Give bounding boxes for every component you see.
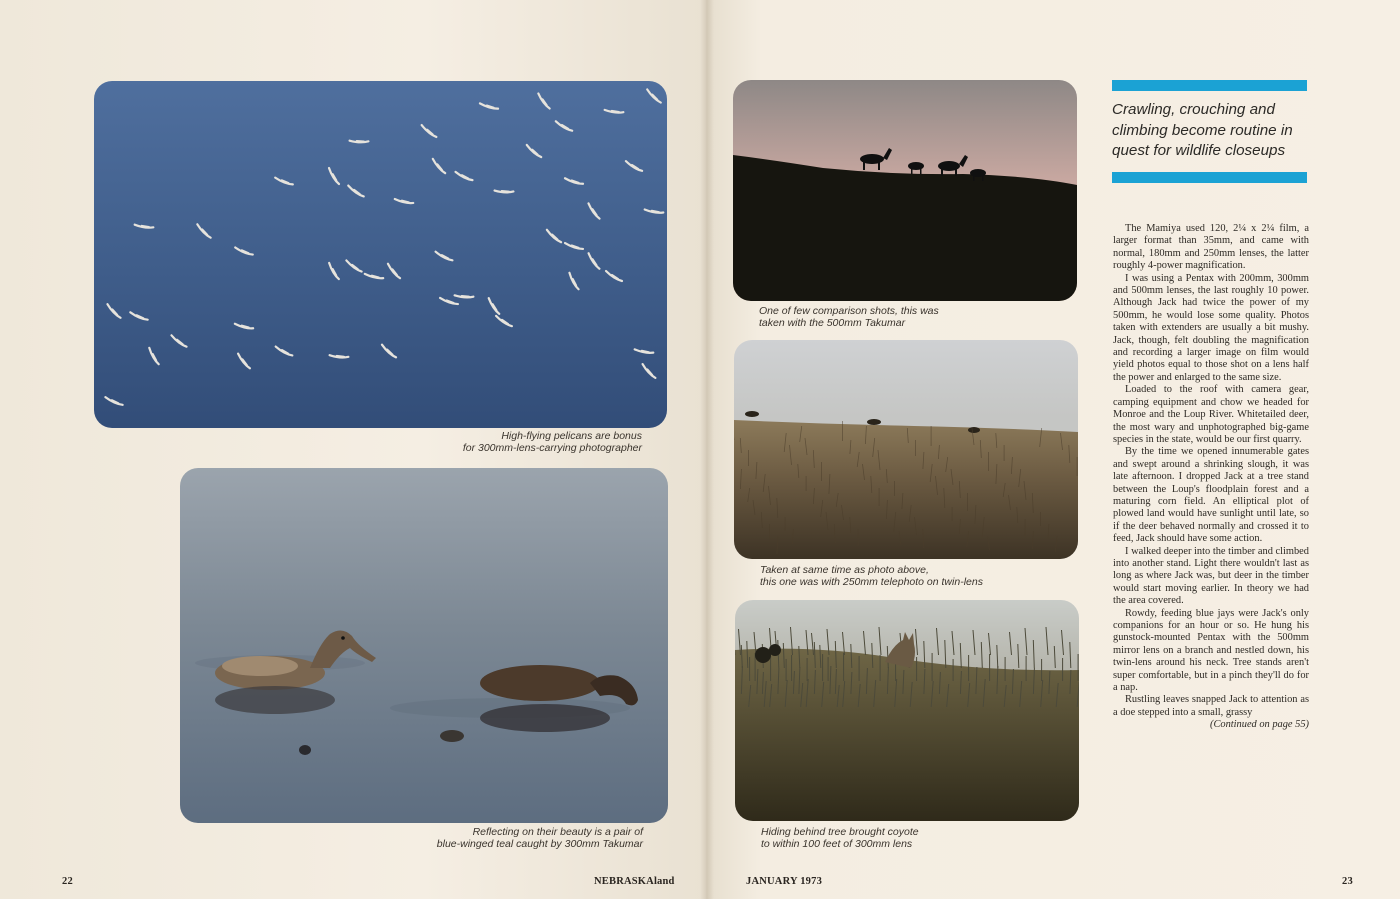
photo-deer-sunset — [733, 80, 1077, 301]
page-number-right: 23 — [1342, 876, 1353, 887]
article-paragraph: I was using a Pentax with 200mm, 300mm and 500mm lenses, the last roughly 10 power. Although Jack had twice the power of my 500mm, he would lose some quality. Photos taken with extenders are usually a bit mushy. Jack, though, felt doubling the magnification and recording a larger image on film would yield photos equal to those shot on a lens half the power and enlarged to the same size. — [1113, 272, 1309, 383]
article-body — [1113, 223, 1309, 732]
caption-coyote — [761, 826, 1061, 850]
accent-bar-top — [1112, 80, 1307, 91]
caption-line: Taken at same time as photo above, — [760, 564, 929, 576]
page-gutter — [700, 0, 714, 899]
caption-line: blue-winged teal caught by 300mm Takumar — [436, 838, 643, 850]
magazine-name: NEBRASKAland — [594, 876, 675, 887]
photo-teal — [180, 468, 668, 823]
caption-pelicans — [380, 430, 642, 454]
continued-note: (Continued on page 55) — [1210, 719, 1309, 731]
issue-date: JANUARY 1973 — [746, 876, 823, 887]
photo-deer-field — [734, 340, 1078, 559]
caption-line: Hiding behind tree brought coyote — [761, 826, 919, 838]
photo-coyote — [735, 600, 1079, 821]
article-paragraph: By the time we opened innumerable gates and swept around a shrinking slough, it was late afternoon. I dropped Jack at a tree stand between the Loup's floodplain forest and a maturing corn field. An elliptical plot of plowed land would have sunlight until late, so if the deer behaved normally and crossed it to feed, Jack should have some action. — [1113, 446, 1309, 545]
caption-deer-field — [760, 564, 1090, 588]
article-paragraph: Rowdy, feeding blue jays were Jack's only companions for an hour or so. He hung his gunstock-mounted Pentax with the 500mm mirror lens on a branch and nestled down, his twin-lens around his neck. Tree stands aren't super comfortable, but in a pinch they'll do for a nap. — [1113, 607, 1309, 694]
article-paragraph-text: Rustling leaves snapped Jack to attention as a doe stepped into a small, grassy — [1113, 694, 1309, 718]
article-paragraph: I walked deeper into the timber and climbed into another stand. Light there wouldn't last as long as where Jack was, but deer in the timber would start moving earlier. In theory we had the area covered. — [1113, 545, 1309, 607]
headline-block — [1112, 80, 1307, 183]
headline: Crawling, crouching and climbing become routine in quest for wildlife closeups — [1112, 101, 1293, 159]
article-paragraph-last — [1113, 694, 1309, 731]
article-paragraph: Loaded to the roof with camera gear, camping equipment and chow we headed for Monroe and the Loup River. Whitetailed deer, the most wary and unphotographed big-game species in the state, would be our first quarry. — [1113, 384, 1309, 445]
caption-line: Reflecting on their beauty is a pair of — [472, 826, 643, 838]
caption-line: High-flying pelicans are bonus — [501, 430, 642, 442]
caption-deer-sunset — [759, 305, 1059, 329]
caption-teal — [410, 826, 643, 850]
article-paragraph: The Mamiya used 120, 2¼ x 2¼ film, a larger format than 35mm, and came with normal, 180mm and 250mm lenses, the latter roughly 4-power magnification. — [1113, 223, 1309, 272]
caption-line: for 300mm-lens-carrying photographer — [462, 442, 642, 454]
page-number-left: 22 — [62, 876, 73, 887]
photo-pelicans — [94, 81, 667, 428]
caption-line: One of few comparison shots, this was — [759, 305, 939, 317]
caption-line: taken with the 500mm Takumar — [759, 317, 906, 329]
caption-line: this one was with 250mm telephoto on twin-lens — [760, 576, 983, 588]
caption-line: to within 100 feet of 300mm lens — [761, 838, 913, 850]
accent-bar-bottom — [1112, 172, 1307, 183]
